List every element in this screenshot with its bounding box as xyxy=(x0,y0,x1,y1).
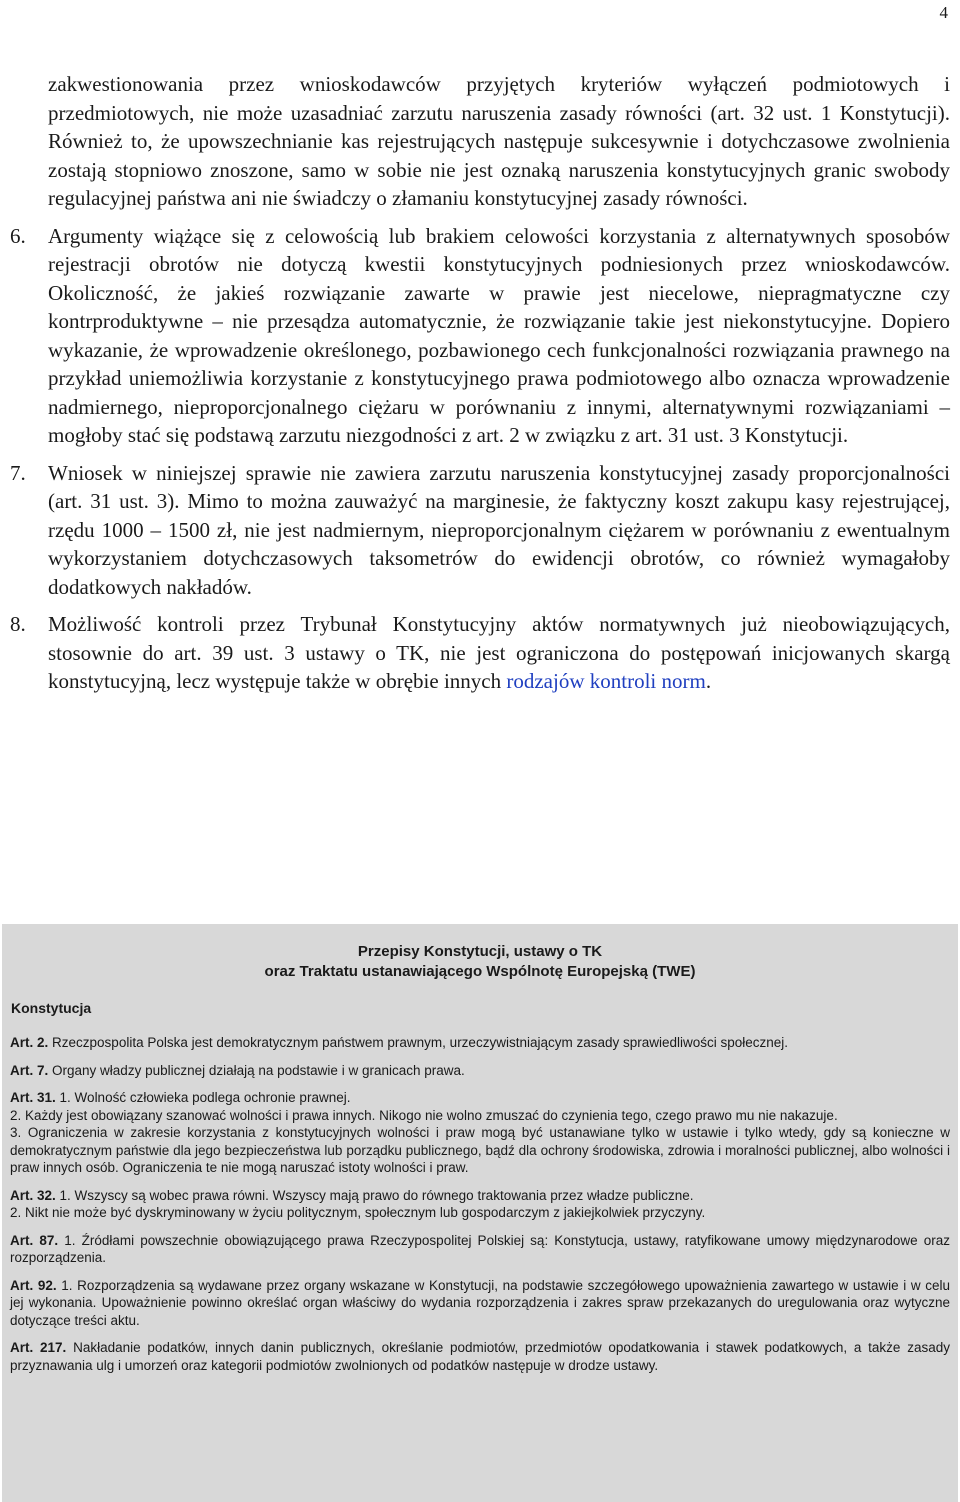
article-text: 1. Rozporządzenia są wydawane przez organy wskazane w Konstytucji, na podstawie szczegółowego upoważnienia zawartego w ustawie i w celu jej wykonania. Upoważnienie powinno określać organ właściwy do wydania rozporządzenia i zakres spraw przekazanych do uregulowania oraz wytyczne dotyczące treści aktu. xyxy=(10,1277,950,1328)
point-number: 7. xyxy=(10,460,26,485)
article-text: 3. Ograniczenia w zakresie korzystania z konstytucyjnych wolności i praw mogą być ustanawiane tylko w ustawie i tylko wtedy, gdy są konieczne w demokratycznym państwie dla jego bezpieczeństwa lub porządku publicznego, bądź dla ochrony środowiska, zdrowia i moralności publicznej, albo wolności i praw innych osób. Ograniczenia te nie mogą naruszać istoty wolności i praw. xyxy=(10,1125,950,1175)
article-text: 1. Wolność człowieka podlega ochronie prawnej. xyxy=(59,1090,351,1105)
point-body xyxy=(48,610,950,696)
legal-provisions-box xyxy=(2,924,958,1502)
point-number: 6. xyxy=(10,223,26,248)
point-7 xyxy=(10,459,950,602)
article-label: Art. 31. xyxy=(10,1090,56,1105)
article-32 xyxy=(10,1187,950,1222)
article-label: Art. 32. xyxy=(10,1187,56,1203)
article-text: Nakładanie podatków, innych danin publicznych, określanie podmiotów, przedmiotów opodatkowania i stawek podatkowych, a także zasady przyznawania ulg i umorzeń oraz kategorii podmiotów zwolnionych od podatków następuje w drodze ustawy. xyxy=(10,1340,950,1373)
legal-title-line-2: oraz Traktatu ustanawiającego Wspólnotę Europejską (TWE) xyxy=(264,963,696,980)
article-text: 1. Wszyscy są wobec prawa równi. Wszyscy mają prawo do równego traktowania przez władze publiczne. xyxy=(59,1187,694,1203)
point-text: Możliwość kontroli przez Trybunał Konstytucyjny aktów normatywnych już nieobowiązujących, stosownie do art. 39 ust. 3 ustawy o TK, nie jest ograniczona do postępowań inicjowanych skargą konstytucyjną, lecz występuje także w obrębie innych xyxy=(48,612,950,693)
article-92 xyxy=(10,1277,950,1330)
point-text: Argumenty wiążące się z celowością lub brakiem celowości korzystania z alternatywnych sposobów rejestracji obrotów nie dotyczą kwestii konstytucyjnych podniesionych przez wnioskodawców. Okoliczność, że jakieś rozwiązanie zawarte w prawie jest niecelowe, niepragmatyczne czy kontrproduktywne – nie przesądza automatycznie, że rozwiązanie takie jest niekonstytucyjne. Dopiero wykazanie, że wprowadzenie określonego, pozbawionego cech funkcjonalności rozwiązania prawnego na przykład uniemożliwia korzystanie z konstytucyjnego prawa podmiotowego albo oznacza wprowadzenie nadmiernego, nieproporcjonalnego ciężaru w porównaniu z innymi, alternatywnymi rozwiązaniami – mogłoby stać się podstawą zarzutu niezgodności z art. 2 w związku z art. 31 ust. 3 Konstytucji. xyxy=(48,223,950,447)
norm-control-link[interactable]: rodzajów kontroli norm xyxy=(506,669,706,693)
legal-box-title xyxy=(2,942,958,982)
article-text: Organy władzy publicznej działają na podstawie i w granicach prawa. xyxy=(52,1062,465,1078)
intro-paragraph: zakwestionowania przez wnioskodawców przyjętych kryteriów wyłączeń podmiotowych i przedmiotowych, nie może uzasadniać zarzutu naruszenia zasady równości (art. 32 ust. 1 Konstytucji). Również to, że upowszechnianie kas rejestrujących następuje sukcesywnie i dotychczasowe zwolnienia zostają stopniowo znoszone, samo w sobie nie jest oznaką naruszenia konstytucyjnych granic swobody regulacyjnej państwa ani nie świadczy o złamaniu konstytucyjnej zasady równości. xyxy=(48,72,950,210)
point-8 xyxy=(10,610,950,696)
point-number: 8. xyxy=(10,612,26,636)
article-7 xyxy=(10,1062,950,1080)
article-text: 1. Źródłami powszechnie obowiązującego prawa Rzeczypospolitej Polskiej są: Konstytucja, ustawy, ratyfikowane umowy międzynarodowe oraz rozporządzenia. xyxy=(10,1232,950,1265)
article-text: 2. Każdy jest obowiązany szanować wolności i prawa innych. Nikogo nie wolno zmuszać do czynienia tego, czego prawo mu nie nakazuje. xyxy=(10,1107,838,1123)
legal-title-line-1: Przepisy Konstytucji, ustawy o TK xyxy=(357,943,603,960)
point-tail: . xyxy=(705,669,712,693)
page-number: 4 xyxy=(939,3,948,22)
section-heading: Konstytucja xyxy=(11,1000,92,1016)
article-87 xyxy=(10,1232,950,1267)
article-217 xyxy=(10,1339,950,1374)
article-list xyxy=(10,1034,950,1374)
article-text: Rzeczpospolita Polska jest demokratycznym państwem prawnym, urzeczywistniającym zasady sprawiedliwości społecznej. xyxy=(52,1035,789,1050)
article-label: Art. 92. xyxy=(10,1277,57,1293)
point-6 xyxy=(10,222,950,450)
main-text xyxy=(10,70,950,696)
article-label: Art. 7. xyxy=(10,1062,49,1078)
article-label: Art. 217. xyxy=(10,1340,67,1355)
article-label: Art. 2. xyxy=(10,1035,49,1050)
article-label: Art. 87. xyxy=(10,1232,59,1248)
article-2 xyxy=(10,1034,950,1052)
article-31 xyxy=(10,1089,950,1177)
article-text: 2. Nikt nie może być dyskryminowany w życiu politycznym, społecznym lub gospodarczym z jakiejkolwiek przyczyny. xyxy=(10,1205,706,1220)
point-text: Wniosek w niniejszej sprawie nie zawiera zarzutu naruszenia konstytucyjnej zasady proporcjonalności (art. 31 ust. 3). Mimo to można zauważyć na marginesie, że faktyczny koszt zakupu kasy rejestrującej, rzędu 1000 – 1500 zł, nie jest nadmiernym, nieproporcjonalnym ciężarem w porównaniu z ewentualnym wykorzystaniem dotychczasowych taksometrów do ewidencji obrotów, co również wymagałoby dodatkowych nakładów. xyxy=(48,460,950,599)
